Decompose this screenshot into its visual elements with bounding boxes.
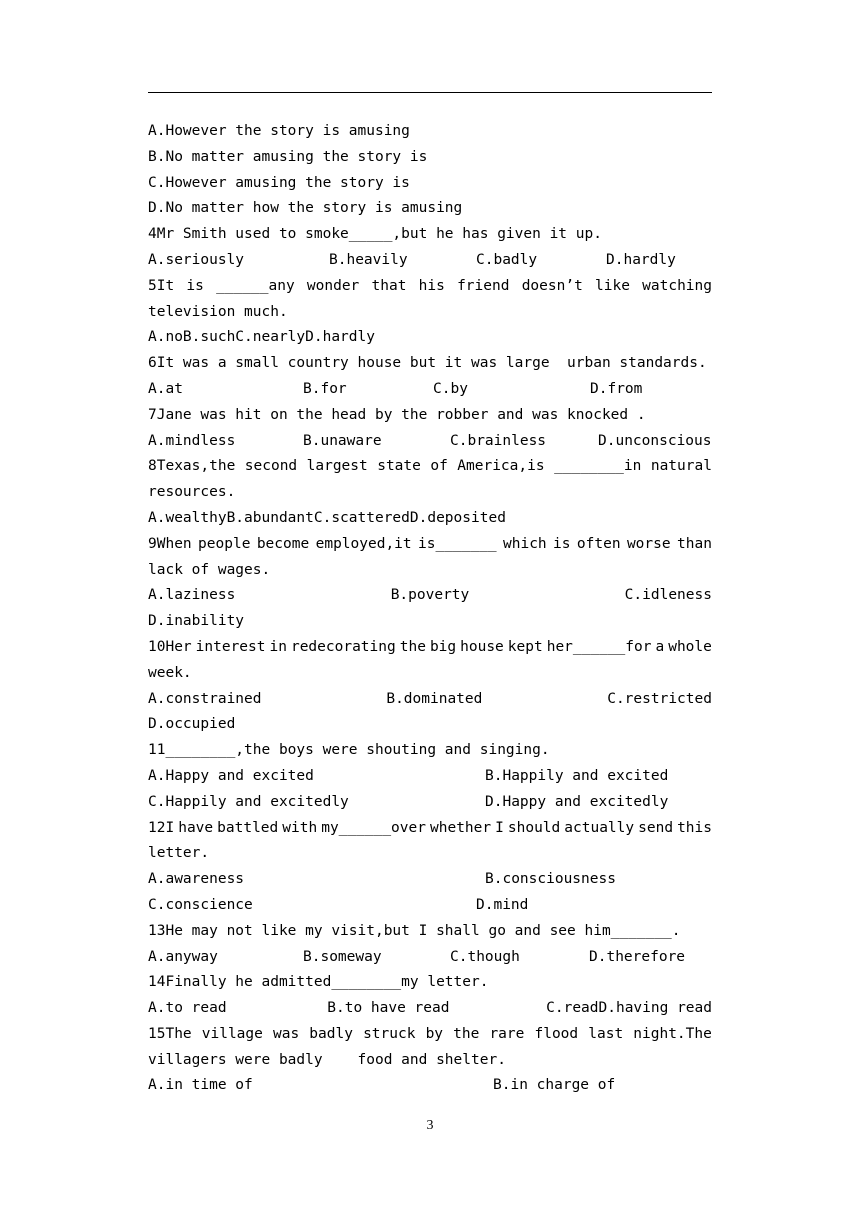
option: B.in charge of bbox=[493, 1077, 616, 1094]
word: rare bbox=[489, 1025, 525, 1042]
option: B.unaware bbox=[303, 432, 382, 449]
option: A.laziness bbox=[148, 587, 236, 604]
word: become bbox=[256, 535, 310, 552]
question-12-options-row1 bbox=[148, 867, 712, 893]
word: in bbox=[269, 638, 287, 655]
word: battled bbox=[217, 819, 279, 836]
option: A.constrained bbox=[148, 690, 262, 707]
question-9-option-d: D.inability bbox=[148, 613, 245, 630]
word: people bbox=[198, 535, 251, 552]
option: C.conscience bbox=[148, 896, 253, 913]
question-5 bbox=[148, 274, 712, 300]
question-15-options bbox=[148, 1073, 712, 1099]
question-9-cont: lack of wages. bbox=[148, 561, 271, 578]
word: house bbox=[460, 638, 504, 655]
option: B.Happily and excited bbox=[485, 767, 669, 784]
option: B.someway bbox=[303, 948, 382, 965]
word: village bbox=[201, 1025, 263, 1042]
word: last bbox=[588, 1025, 624, 1042]
option: B.to have read bbox=[327, 1000, 450, 1017]
word: this bbox=[677, 819, 712, 836]
word: ______any bbox=[216, 277, 295, 294]
word: big bbox=[429, 638, 457, 655]
question-13: 13He may not like my visit,but I shall go and see him_______. bbox=[148, 922, 681, 939]
question-12-cont: letter. bbox=[148, 845, 210, 862]
word: whether bbox=[430, 819, 492, 836]
word: 10Her bbox=[148, 638, 192, 655]
question-15 bbox=[148, 1022, 712, 1048]
word: I bbox=[495, 819, 504, 836]
word: with bbox=[282, 819, 318, 836]
option: A.mindless bbox=[148, 432, 236, 449]
word: watching bbox=[642, 277, 712, 294]
word: is bbox=[186, 277, 204, 294]
word: which bbox=[503, 535, 547, 552]
option: B.for bbox=[303, 380, 347, 397]
question-6-options bbox=[148, 377, 712, 403]
option: C.idleness bbox=[624, 587, 712, 604]
question-5-options: A.noB.suchC.nearlyD.hardly bbox=[148, 329, 375, 346]
option: C.brainless bbox=[450, 432, 547, 449]
option: B.dominated bbox=[386, 690, 483, 707]
word: friend bbox=[457, 277, 510, 294]
word: doesn’t bbox=[521, 277, 583, 294]
option: A.in time of bbox=[148, 1077, 253, 1094]
option: D.from bbox=[590, 380, 643, 397]
word: state bbox=[377, 458, 421, 475]
question-10-options bbox=[148, 687, 712, 713]
word: badly bbox=[309, 1025, 353, 1042]
question-8-cont: resources. bbox=[148, 484, 236, 501]
word: second bbox=[244, 458, 298, 475]
question-11-options-row1 bbox=[148, 764, 712, 790]
option: C.though bbox=[450, 948, 520, 965]
word: 15The bbox=[148, 1025, 192, 1042]
word: than bbox=[677, 535, 712, 552]
question-15-cont: villagers were badly food and shelter. bbox=[148, 1051, 506, 1068]
word: 5It bbox=[148, 277, 175, 294]
header-rule bbox=[148, 92, 712, 93]
word: a bbox=[655, 638, 665, 655]
question-4-options bbox=[148, 248, 712, 274]
word: the bbox=[399, 638, 426, 655]
question-10 bbox=[148, 635, 712, 661]
word: flood bbox=[534, 1025, 579, 1042]
word: should bbox=[507, 819, 561, 836]
word: struck bbox=[363, 1025, 416, 1042]
question-9-options bbox=[148, 583, 712, 609]
word: night.The bbox=[633, 1025, 712, 1042]
word: like bbox=[595, 277, 630, 294]
page-number: 3 bbox=[426, 1118, 434, 1133]
option: B.consciousness bbox=[485, 871, 616, 888]
word: 9When bbox=[148, 535, 192, 552]
option: A.Happy and excited bbox=[148, 767, 314, 784]
option: C.restricted bbox=[607, 690, 712, 707]
word: natural bbox=[650, 458, 712, 475]
option: C.Happily and excitedly bbox=[148, 793, 349, 810]
word: is bbox=[553, 535, 571, 552]
option-line: B.No matter amusing the story is bbox=[148, 148, 428, 165]
option: D.Happy and excitedly bbox=[485, 793, 669, 810]
question-5-cont: television much. bbox=[148, 303, 288, 320]
question-6: 6It was a small country house but it was large urban standards. bbox=[148, 355, 707, 372]
word: by bbox=[425, 1025, 444, 1042]
word: have bbox=[178, 819, 214, 836]
option: C.readD.having read bbox=[546, 1000, 712, 1017]
question-4: 4Mr Smith used to smoke_____,but he has given it up. bbox=[148, 226, 602, 243]
option: A.at bbox=[148, 380, 183, 397]
word: employed,it bbox=[315, 535, 412, 552]
word: interest bbox=[195, 638, 266, 655]
question-14: 14Finally he admitted________my letter. bbox=[148, 974, 489, 991]
word: send bbox=[638, 819, 674, 836]
word: that bbox=[371, 277, 407, 294]
question-12 bbox=[148, 816, 712, 842]
option: D.unconscious bbox=[598, 432, 712, 449]
word: 12I bbox=[148, 819, 175, 836]
word: of bbox=[430, 458, 448, 475]
option: B.heavily bbox=[329, 251, 408, 268]
word: America,is bbox=[457, 458, 545, 475]
document-body bbox=[148, 119, 712, 1099]
option: C.by bbox=[433, 380, 468, 397]
option: D.hardly bbox=[606, 251, 676, 268]
question-10-cont: week. bbox=[148, 664, 192, 681]
word: my______over bbox=[321, 819, 426, 836]
word: was bbox=[272, 1025, 300, 1042]
question-11-options-row2 bbox=[148, 790, 712, 816]
option: C.badly bbox=[476, 251, 538, 268]
question-12-options-row2 bbox=[148, 893, 712, 919]
option: A.seriously bbox=[148, 251, 245, 268]
word: often bbox=[576, 535, 621, 552]
question-8-options: A.wealthyB.abundantC.scatteredD.deposited bbox=[148, 509, 506, 526]
option: D.mind bbox=[476, 896, 529, 913]
word: wonder bbox=[306, 277, 360, 294]
word: ________in bbox=[554, 458, 642, 475]
question-13-options bbox=[148, 945, 712, 971]
question-7-options bbox=[148, 429, 712, 455]
option: A.anyway bbox=[148, 948, 218, 965]
word: her______for bbox=[546, 638, 652, 655]
word: the bbox=[453, 1025, 480, 1042]
word: actually bbox=[564, 819, 635, 836]
option-line: A.However the story is amusing bbox=[148, 123, 410, 139]
question-9 bbox=[148, 532, 712, 558]
question-10-option-d: D.occupied bbox=[148, 716, 236, 733]
option: B.poverty bbox=[390, 587, 470, 604]
option-line: C.However amusing the story is bbox=[148, 174, 410, 191]
word: whole bbox=[668, 638, 712, 655]
question-7: 7Jane was hit on the head by the robber and was knocked . bbox=[148, 406, 646, 423]
word: redecorating bbox=[290, 638, 396, 655]
word: 8Texas,the bbox=[148, 458, 236, 475]
question-14-options bbox=[148, 996, 712, 1022]
option: A.to read bbox=[148, 1000, 227, 1017]
word: worse bbox=[626, 535, 671, 552]
word: his bbox=[418, 277, 445, 294]
word: kept bbox=[507, 638, 543, 655]
question-11: 11________,the boys were shouting and singing. bbox=[148, 742, 550, 759]
option-line: D.No matter how the story is amusing bbox=[148, 200, 463, 217]
option: A.awareness bbox=[148, 871, 245, 888]
option: D.therefore bbox=[589, 948, 686, 965]
word: largest bbox=[306, 458, 368, 475]
word: is_______ bbox=[418, 535, 497, 552]
question-8 bbox=[148, 454, 712, 480]
